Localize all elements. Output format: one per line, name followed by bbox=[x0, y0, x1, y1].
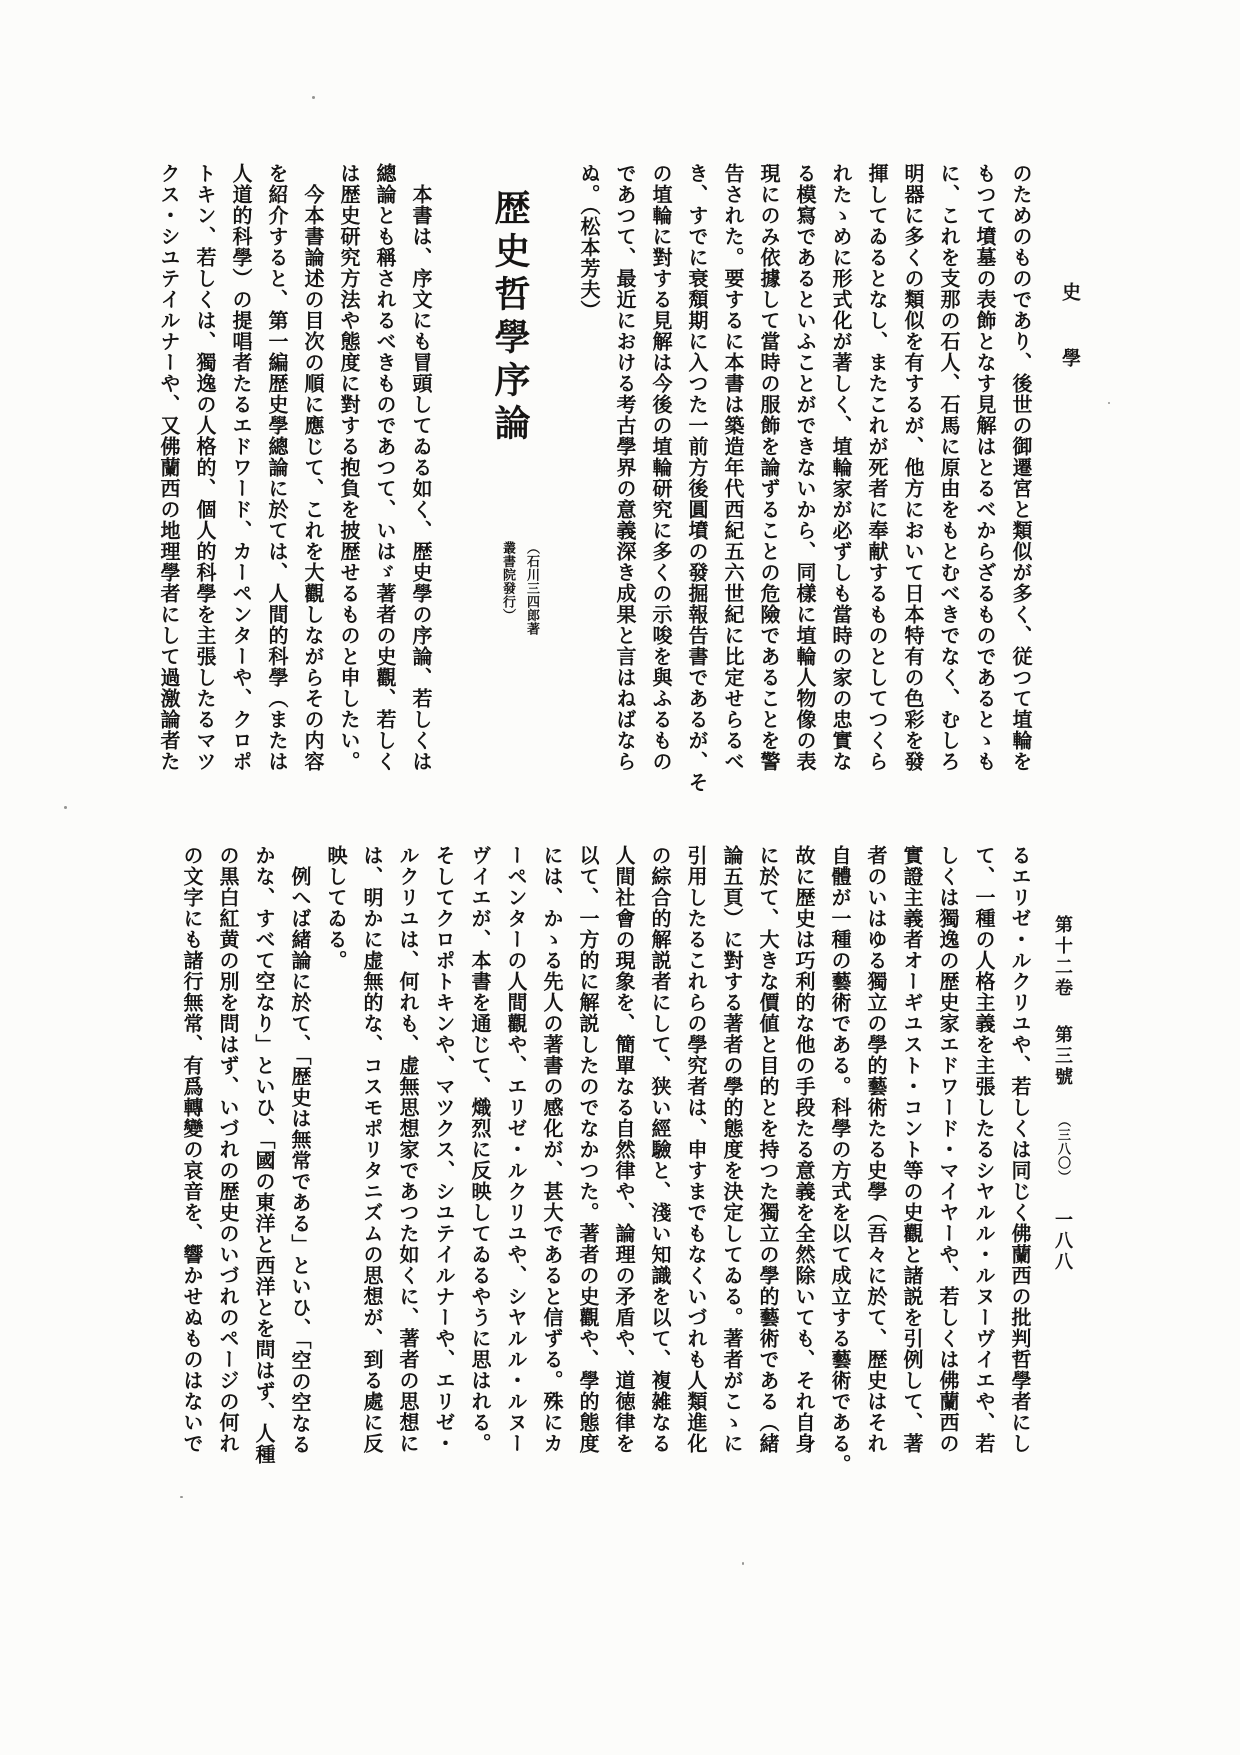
page-number: 一八八 bbox=[1053, 1210, 1073, 1273]
text-column: るエリゼ・ルクリユや、若しくは同じく佛蘭西の批判哲學者にし bbox=[1008, 845, 1030, 1454]
text-column: き、すでに衰頽期に入つた一前方後圓墳の發掘報告書であるが、そ bbox=[685, 163, 707, 793]
text-column: を紹介すると、第一編歴史學總論に於ては、人間的科學（または bbox=[265, 163, 287, 772]
text-column: の埴輪に對する見解は今後の埴輪研究に多くの示唆を與ふるもの bbox=[649, 163, 671, 772]
text-column: に、これを支那の石人、石馬に原由をもとむべきでなく、むしろ bbox=[937, 163, 959, 772]
text-column: る模寫であるといふことができないから、同樣に埴輪人物像の表 bbox=[793, 163, 815, 772]
text-column: クス・シユテイルナーや、又佛蘭西の地理學者にして過激論者た bbox=[157, 163, 179, 772]
text-column: ぬ。（松本芳夫） bbox=[577, 163, 599, 321]
lower-text-block bbox=[173, 845, 1037, 1473]
review-title-unit bbox=[438, 163, 570, 823]
text-column: の文字にも諸行無常、有爲轉變の哀音を、響かせぬものはないで bbox=[180, 845, 202, 1454]
scan-speckle bbox=[742, 1562, 744, 1565]
scan-speckle bbox=[64, 806, 67, 809]
review-author: （石川三四郎著 bbox=[525, 541, 540, 636]
text-column: 者のいはゆる獨立の學的藝術たる史學（吾々に於て、歴史はそれ bbox=[864, 845, 886, 1454]
text-column: の綜合的解説者にして、狭い經驗と、淺い知識を以て、複雑なる bbox=[648, 845, 670, 1454]
upper-text-block bbox=[150, 163, 1038, 823]
text-column: 總論とも稱されるべきものであつて、いはゞ著者の史觀、若しく bbox=[373, 163, 395, 772]
text-column: に於て、大きな價値と目的とを持つた獨立の學的藝術である（緒 bbox=[756, 845, 778, 1454]
text-column: のためのものであり、後世の御遷宮と類似が多く、従つて埴輪を bbox=[1009, 163, 1031, 772]
review-author-publisher bbox=[496, 541, 544, 711]
text-column: 揮してゐるとなし、またこれが死者に奉献するものとしてつくら bbox=[865, 163, 887, 772]
text-column: 實證主義者オーギユスト・コント等の史觀と諸説を引例して、著 bbox=[900, 845, 922, 1454]
margin-folio bbox=[1050, 915, 1076, 1475]
text-column: ーペンターの人間觀や、エリゼ・ルクリユや、シヤルル・ルヌー bbox=[504, 845, 526, 1454]
volume-page-number: （三八〇） bbox=[1056, 1114, 1071, 1184]
text-column: ヴイエが、本書を通じて、熾烈に反映してゐるやうに思はれる。 bbox=[468, 845, 490, 1454]
text-column: ルクリユは、何れも、虚無思想家であつた如くに、著者の思想に bbox=[396, 845, 418, 1454]
text-column: 明器に多くの類似を有するが、他方において日本特有の色彩を發 bbox=[901, 163, 923, 772]
text-column: であつて、最近における考古學界の意義深き成果と言はねばなら bbox=[613, 163, 635, 772]
text-column: 故に歴史は巧利的な他の手段たる意義を全然除いても、それ自身 bbox=[792, 845, 814, 1454]
text-column: 映してゐる。 bbox=[324, 845, 346, 971]
text-column: 本書は、序文にも冒頭してゐる如く、歴史學の序論、若しくは bbox=[409, 163, 431, 772]
scan-speckle bbox=[180, 1496, 183, 1498]
text-column: もつて墳墓の表飾となす見解はとるべからざるものであるとゝも bbox=[973, 163, 995, 772]
text-column: 人道的科學）の提唱者たるエドワード、カーペンターや、クロポ bbox=[229, 163, 251, 772]
text-column: 今本書論述の目次の順に應じて、これを大觀しながらその内容 bbox=[301, 163, 323, 772]
text-column: れたゝめに形式化が著しく、埴輪家が必ずしも當時の家の忠實な bbox=[829, 163, 851, 772]
scan-speckle bbox=[312, 96, 315, 99]
review-body-columns-lower bbox=[173, 845, 1037, 1473]
review-title: 歴史哲學序論 bbox=[490, 189, 530, 447]
issue-label: 第三號 bbox=[1053, 1025, 1073, 1088]
text-column: 告された。要するに本書は築造年代西紀五六世紀に比定せらるべ bbox=[721, 163, 743, 772]
text-column: 論五頁）に對する著者の學的態度を決定してゐる。著者がこゝに bbox=[720, 845, 742, 1454]
text-column: トキン、若しくは、獨逸の人格的、個人的科學を主張したるマツ bbox=[193, 163, 215, 772]
text-column: には、かゝる先人の著書の感化が、甚大であると信ずる。殊にカ bbox=[540, 845, 562, 1454]
text-column: かな、すべて空なり」といひ、「國の東洋と西洋とを問はず、人種 bbox=[252, 845, 274, 1465]
scan-speckle bbox=[1108, 402, 1110, 404]
volume-label: 第十二卷 bbox=[1053, 915, 1073, 999]
text-column: しくは獨逸の歴史家エドワード・マイヤーや、若しくは佛蘭西の bbox=[936, 845, 958, 1454]
text-column: 自體が一種の藝術である。科學の方式を以て成立する藝術である。 bbox=[828, 845, 850, 1475]
text-column: 以て、一方的に解説したのでなかつた。著者の史觀や、學的態度 bbox=[576, 845, 598, 1454]
text-column: 人間社會の現象を、簡單なる自然律や、論理の矛盾や、道徳律を bbox=[612, 845, 634, 1454]
review-body-columns-upper bbox=[150, 163, 438, 823]
text-column: 例へば緒論に於て、「歴史は無常である」といひ、「空の空なる bbox=[288, 845, 310, 1455]
review-publisher: 叢書院發行） bbox=[501, 541, 516, 622]
text-column: は歴史研究方法や態度に對する抱負を披歴せるものと申したい。 bbox=[337, 163, 359, 772]
text-column: は、明かに虚無的な、コスモポリタニズムの思想が、到る處に反 bbox=[360, 845, 382, 1454]
text-column: 引用したるこれらの學究者は、申すまでもなくいづれも人類進化 bbox=[684, 845, 706, 1454]
review-end-columns bbox=[570, 163, 1038, 823]
text-column: て、一種の人格主義を主張したるシヤルル・ルヌーヴイエや、若 bbox=[972, 845, 994, 1454]
running-head: 史 學 bbox=[1059, 282, 1080, 381]
text-column: そしてクロポトキンや、マツクス、シユテイルナーや、エリゼ・ bbox=[432, 845, 454, 1454]
text-column: 現にのみ依據して當時の服飾を論ずることの危險であることを警 bbox=[757, 163, 779, 772]
text-column: の黒白紅黄の別を問はず、いづれの歴史のいづれのページの何れ bbox=[216, 845, 238, 1454]
